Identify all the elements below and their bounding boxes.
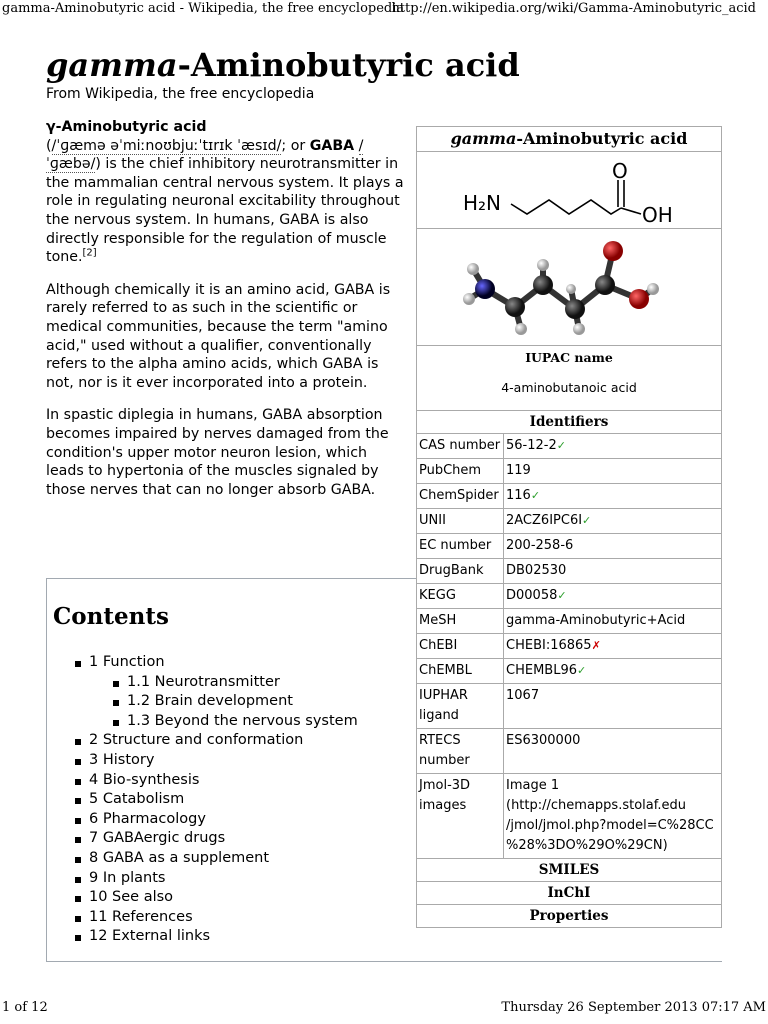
identifier-key: RTECS number [417,729,504,774]
lead-paragraph: γ-Aminobutyric acid (/ˈɡæmə əˈmiːnoʊbjuːˈtɪrɪk ˈæsɪd/; or GABA /ˈɡæbə/) is the chief inhibitory neurotransmitter in the mammalian central nervous system. It plays a role in regulating neuronal excitability throughout the nervous system. In humans, GABA is also directly responsible for the regulation of muscle tone.[2] [46,119,404,266]
toc-item[interactable] [75,849,358,869]
toc-list [75,653,358,947]
page-subtitle: From Wikipedia, the free encyclopedia [46,86,315,102]
identifier-row [417,534,721,559]
identifier-row [417,729,721,774]
toc-item-label[interactable]: 1.1 Neurotransmitter [127,673,280,690]
identifier-value[interactable] [504,729,722,774]
article-body [46,118,406,513]
identifier-row [417,609,721,634]
identifier-value[interactable] [504,634,722,659]
toc-item-label[interactable]: 1.3 Beyond the nervous system [127,712,358,729]
verified-check-icon: ✓ [530,489,541,502]
toc-item[interactable] [75,751,358,771]
toc-item[interactable] [75,810,358,830]
skeletal-formula-svg [417,152,721,228]
properties-header: Properties [529,908,609,924]
identifier-value-text[interactable]: Image 1 (http://chemapps.stolaf.edu /jmol/jmol.php?model=C%28CC %28%3DO%29O%29CN) [506,778,714,853]
identifier-row [417,559,721,584]
identifier-value-text[interactable]: 200-258-6 [506,538,574,553]
toc-sublist [113,673,358,732]
identifier-key: ChEBI [417,634,504,659]
skeletal-formula-image[interactable] [417,152,721,229]
toc-item-label[interactable]: 4 Bio-synthesis [89,771,200,788]
identifier-row [417,659,721,684]
toc-item[interactable] [75,790,358,810]
identifier-value-text[interactable]: DB02530 [506,563,567,578]
toc-item[interactable] [75,731,358,751]
lead-bold-term: γ-Aminobutyric acid [46,119,207,135]
toc-item-label[interactable]: 12 External links [89,928,211,945]
identifiers-table [417,434,721,859]
verified-check-icon: ✓ [556,439,566,452]
identifier-row [417,634,721,659]
print-header [0,0,768,24]
model-bonds [469,251,653,329]
toc-item[interactable] [75,927,358,947]
identifier-value-text[interactable]: 116 [506,488,531,503]
identifier-value[interactable] [504,609,722,634]
infobox-caption-italic: gamma [450,129,517,148]
identifier-key: ChemSpider [417,484,504,509]
toc-item[interactable] [75,653,358,731]
toc-subitem[interactable] [113,692,358,712]
toc-item[interactable] [75,829,358,849]
ipa-pronunciation-2[interactable]: /ˈɡæbə/ [46,137,364,173]
infobox-caption-rest: -Aminobutyric acid [516,129,688,148]
identifier-value[interactable] [504,559,722,584]
lead-or: ; or [281,137,310,154]
lead-text: ) is the chief inhibitory neurotransmitter in the mammalian central nervous system. It plays a role in regulating neuronal excitability throughout the nervous system. In humans, GABA is also directly responsible for the regulation of muscle tone. [46,156,404,266]
page-title [46,46,520,84]
toc-subitem[interactable] [113,673,358,693]
identifier-value[interactable] [504,684,722,729]
identifier-key: UNII [417,509,504,534]
toc-item-label[interactable]: 3 History [89,751,155,768]
identifier-value[interactable] [504,434,722,459]
identifier-key: MeSH [417,609,504,634]
lead-gaba: GABA [309,137,355,154]
infobox-caption [417,127,721,152]
carbon-chain [511,200,621,214]
identifier-key: IUPHAR ligand [417,684,504,729]
paragraph-3: In spastic diplegia in humans, GABA absorption becomes impaired by nerves damaged from the condition's upper motor neuron lesion, which leads to hypertonia of the muscles signaled by those nerves that can no longer absorb GABA. [46,407,389,498]
ipa-pronunciation-1[interactable]: /ˈɡæmə əˈmiːnoʊbjuːˈtɪrɪk ˈæsɪd/ [51,137,282,154]
identifier-row [417,509,721,534]
identifier-value-text[interactable]: 56-12-2 [506,438,557,453]
print-header-title: gamma-Aminobutyric acid - Wikipedia, the free encyclopedia [2,1,405,16]
iupac-name-value: 4-aminobutanoic acid [501,380,637,395]
identifier-key: ChEMBL [417,659,504,684]
identifier-value[interactable] [504,659,722,684]
identifier-value-text[interactable]: CHEBI:16865 [506,638,592,653]
toc-item-label[interactable]: 9 In plants [89,869,166,886]
toc-item-label[interactable]: 7 GABAergic drugs [89,830,226,847]
identifier-row [417,684,721,729]
formula-label-oh: OH [642,203,673,227]
print-date: Thursday 26 September 2013 07:17 AM [501,1000,766,1015]
reference-link[interactable]: [2] [82,247,97,259]
toc-item-label[interactable]: 1 Function [89,654,165,670]
iupac-name-header: IUPAC name [525,350,613,365]
toc-item-label[interactable]: 11 References [89,908,193,925]
identifier-key: CAS number [417,434,504,459]
print-header-url: http://en.wikipedia.org/wiki/Gamma-Aminobutyric_acid [391,1,756,16]
toc-subitem[interactable] [113,712,358,732]
ball-and-stick-model-image[interactable] [417,229,721,346]
identifier-key: KEGG [417,584,504,609]
print-footer [0,1000,768,1024]
chembox-infobox [416,126,722,928]
toc-item-label[interactable]: 2 Structure and conformation [89,732,304,749]
inchi-header[interactable]: InChI [417,882,721,905]
identifier-value-text[interactable]: 119 [506,463,531,478]
toc-item-label[interactable]: 1.2 Brain development [127,693,293,710]
identifier-row [417,484,721,509]
model-atoms [463,241,659,335]
verified-check-icon: ✓ [577,664,587,677]
toc-item[interactable] [75,888,358,908]
toc-item-label[interactable]: 5 Catabolism [89,791,185,808]
toc-item-label[interactable]: 10 See also [89,889,174,906]
identifier-key: EC number [417,534,504,559]
verified-check-icon: ✓ [582,514,592,527]
identifier-value-text[interactable]: ES6300000 [506,733,581,748]
identifier-value-text[interactable]: CHEMBL96 [506,663,577,678]
identifier-row [417,434,721,459]
unverified-cross-icon: ✗ [591,639,601,652]
smiles-header[interactable]: SMILES [417,859,721,882]
identifier-key: Jmol-3D images [417,774,504,859]
verified-check-icon: ✓ [557,589,567,602]
iupac-name-section [417,346,721,411]
identifier-value[interactable] [504,459,722,484]
page-title-italic: gamma [46,46,178,84]
page-number: 1 of 12 [2,1000,48,1015]
identifier-value-text[interactable]: 1067 [506,688,540,703]
toc-item-label[interactable]: 8 GABA as a supplement [89,849,270,866]
identifier-value[interactable] [504,774,722,859]
identifier-value[interactable] [504,584,722,609]
identifier-key: DrugBank [417,559,504,584]
identifier-value[interactable] [504,484,722,509]
identifier-value-text[interactable]: 2ACZ6IPC6I [506,513,583,528]
identifier-row [417,584,721,609]
identifier-row [417,459,721,484]
toc-item[interactable] [75,869,358,889]
identifiers-header: Identifiers [417,411,721,434]
toc-item-label[interactable]: 6 Pharmacology [89,810,206,827]
ball-and-stick-svg [417,229,721,345]
identifier-value[interactable] [504,509,722,534]
toc-item[interactable] [75,771,358,791]
toc-title: Contents [53,603,169,630]
identifier-value[interactable] [504,534,722,559]
paragraph-2: Although chemically it is an amino acid, GABA is rarely referred to as such in the scientific or medical communities, because the term "amino acid," used without a qualifier, conventionally refers to the alpha amino acids, which GABA is not, nor is it ever incorporated into a protein. [46,281,391,391]
formula-label-h2n: H₂N [463,191,502,215]
page-title-rest: -Aminobutyric acid [177,46,520,84]
identifier-value-text[interactable]: D00058 [506,588,558,603]
formula-label-o: O [612,159,628,183]
identifier-row [417,774,721,859]
bond-oh [621,208,641,214]
identifier-value-text[interactable]: gamma-Aminobutyric+Acid [506,613,686,628]
toc-item[interactable] [75,908,358,928]
identifier-key: PubChem [417,459,504,484]
